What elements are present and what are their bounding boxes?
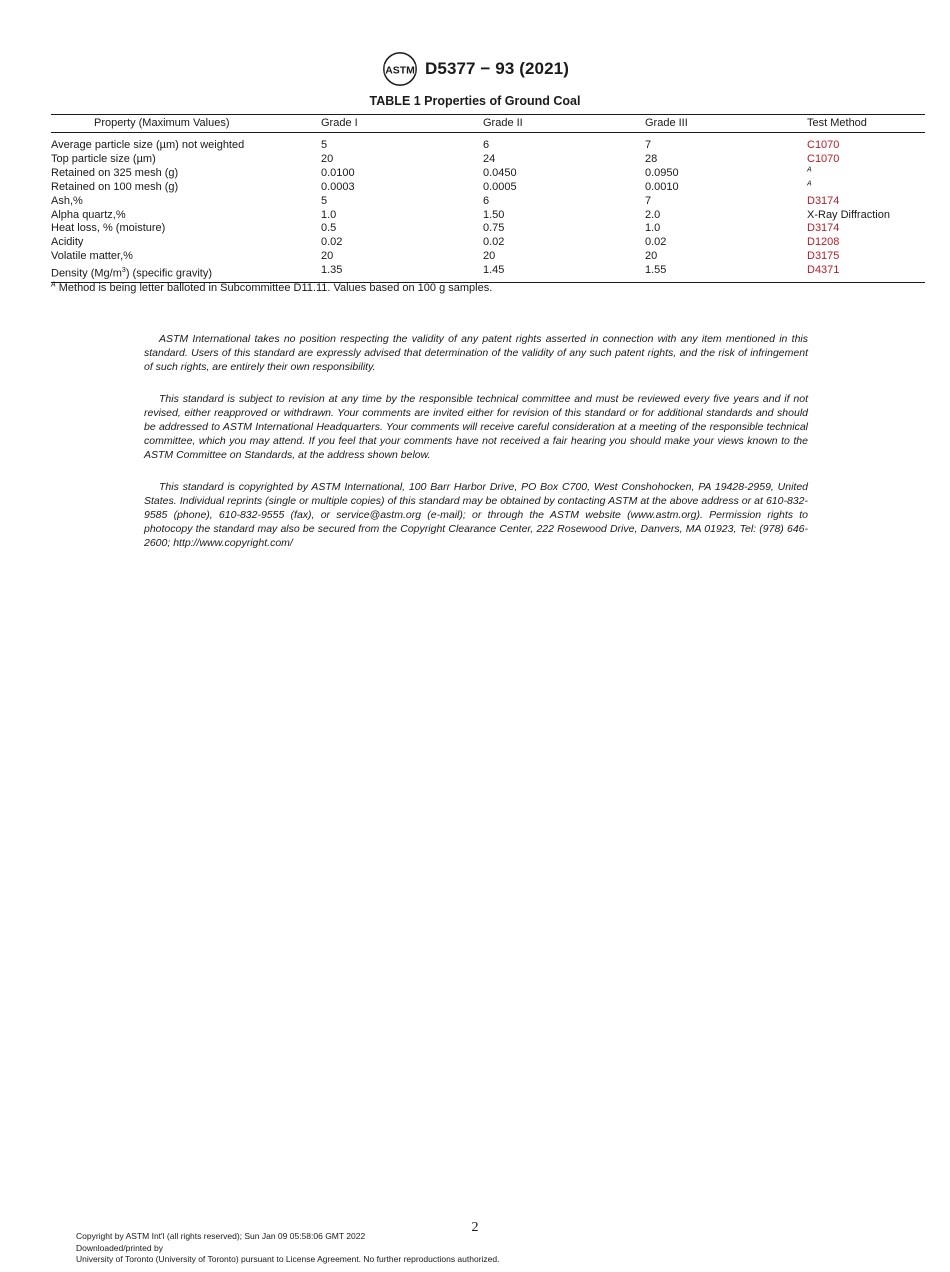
download-footer <box>76 1231 500 1266</box>
grade-2-cell: 0.0450 <box>483 166 517 179</box>
test-method-cell <box>807 133 925 153</box>
table-row <box>51 250 925 264</box>
property-cell: Ash,% <box>51 194 83 207</box>
grade-3-cell: 0.02 <box>645 236 667 249</box>
grade-3-cell: 1.0 <box>645 222 661 235</box>
column-header-property: Property (Maximum Values) <box>51 115 321 133</box>
property-cell: Density $(Mg/m^3)$ (specific gravity) <box>51 264 321 282</box>
grade-3-cell: 2.0 <box>645 208 661 221</box>
footnote-text: Method is being letter balloted in Subcommittee D11.11. Values based on 100 g samples. <box>55 282 493 294</box>
test-method-link[interactable]: C1070 <box>807 152 840 165</box>
document-header <box>0 50 950 88</box>
property-cell: Alpha quartz,% <box>51 208 126 221</box>
table-row <box>51 209 925 223</box>
patent-notice: ASTM International takes no position respecting the validity of any patent rights asserted in connection with any item mentioned in this standard. Users of this standard are expressly advised that determination of the validity of any such patent rights, and the risk of infringement of such rights, are entirely their own responsibility. <box>144 333 808 373</box>
test-method-cell <box>807 167 925 181</box>
grade-1-cell: 1.35 <box>321 264 483 282</box>
table-row <box>51 153 925 167</box>
grade-2-cell: 0.75 <box>483 222 505 235</box>
table-title: TABLE 1 Properties of Ground Coal <box>369 94 581 108</box>
table-header-row <box>51 115 925 133</box>
column-header-grade-3: Grade III <box>645 115 807 133</box>
notices-section <box>144 333 808 569</box>
grade-2-cell: 1.45 <box>483 264 645 282</box>
table-row <box>51 167 925 181</box>
test-method-link[interactable]: D3174 <box>807 194 840 207</box>
table-row <box>51 133 925 153</box>
test-method-cell <box>807 250 925 264</box>
table-row <box>51 195 925 209</box>
grade-1-cell: 20 <box>321 250 334 263</box>
grade-2-cell: 0.0005 <box>483 180 517 193</box>
grade-3-cell: 0.0950 <box>645 166 679 179</box>
table-row <box>51 222 925 236</box>
column-header-grade-1: Grade I <box>321 115 483 133</box>
grade-1-cell: 20 <box>321 152 334 165</box>
property-cell: Retained on 325 mesh (g) <box>51 166 179 179</box>
footnote-reference: A <box>807 180 812 188</box>
properties-table <box>51 114 925 283</box>
property-cell: Volatile matter,% <box>51 250 133 263</box>
grade-3-cell: 1.55 <box>645 264 807 282</box>
grade-2-cell: 24 <box>483 152 496 165</box>
table-body <box>51 133 925 283</box>
grade-2-cell: 1.50 <box>483 208 505 221</box>
copyright-notice: This standard is copyrighted by ASTM International, 100 Barr Harbor Drive, PO Box C700, West Conshohocken, PA 19428-2959, United States. Individual reprints (single or multiple copies) of this standard may be obtained by contacting ASTM at the above address or at 610-832-9585 (phone), 610-832-9555 (fax), or service@astm.org (e-mail); or through the ASTM website (www.astm.org). Permission rights to photocopy the standard may also be secured from the Copyright Clearance Center, 222 Rosewood Drive, Danvers, MA 01923, Tel: (978) 646-2600; http://www.copyright.com/ <box>144 481 808 549</box>
grade-1-cell: 0.5 <box>321 222 337 235</box>
test-method-link[interactable]: D4371 <box>807 264 840 277</box>
grade-1-cell: 5 <box>321 194 328 207</box>
property-cell: Retained on 100 mesh (g) <box>51 180 179 193</box>
grade-2-cell: 20 <box>483 250 496 263</box>
grade-3-cell: 7 <box>645 139 652 151</box>
test-method-cell <box>807 195 925 209</box>
grade-1-cell: 0.02 <box>321 236 343 249</box>
table-row <box>51 264 925 282</box>
column-header-test-method: Test Method <box>807 115 925 133</box>
table-row <box>51 181 925 195</box>
grade-3-cell: 28 <box>645 152 658 165</box>
grade-1-cell: 0.0003 <box>321 180 355 193</box>
test-method-link[interactable]: D1208 <box>807 236 840 249</box>
test-method-cell <box>807 236 925 250</box>
table-footnote <box>51 282 492 294</box>
test-method-cell <box>807 181 925 195</box>
page-number: 2 <box>471 1220 479 1235</box>
document-id: D5377 − 93 (2021) <box>425 59 569 78</box>
grade-2-cell: 6 <box>483 139 490 151</box>
property-cell: Acidity <box>51 236 84 249</box>
grade-1-cell: 5 <box>321 139 328 151</box>
footer-line-license: University of Toronto (University of Toronto) pursuant to License Agreement. No further reproductions authorized. <box>76 1254 500 1264</box>
grade-2-cell: 0.02 <box>483 236 505 249</box>
footer-line-downloaded: Downloaded/printed by <box>76 1242 163 1253</box>
grade-1-cell: 1.0 <box>321 208 337 221</box>
property-cell: Top particle size (µm) <box>51 152 156 165</box>
logo-text: ASTM <box>385 65 415 77</box>
grade-3-cell: 7 <box>645 194 652 207</box>
property-cell: Heat loss, % (moisture) <box>51 222 166 235</box>
astm-logo-icon <box>381 50 419 88</box>
test-method-cell <box>807 264 925 282</box>
test-method-link[interactable]: D3174 <box>807 222 840 235</box>
column-header-grade-2: Grade II <box>483 115 645 133</box>
footnote-mark: A <box>51 281 56 289</box>
grade-2-cell: 6 <box>483 194 490 207</box>
footnote-reference: A <box>807 166 812 174</box>
test-method-cell <box>807 222 925 236</box>
test-method-cell: X-Ray Diffraction <box>807 208 890 221</box>
table-row <box>51 236 925 250</box>
grade-3-cell: 0.0010 <box>645 180 679 193</box>
revision-notice: This standard is subject to revision at any time by the responsible technical committee and must be reviewed every five years and if not revised, either reapproved or withdrawn. Your comments are invited either for revision of this standard or for additional standards and should be addressed to ASTM International Headquarters. Your comments will receive careful consideration at a meeting of the responsible technical committee, which you may attend. If you feel that your comments have not received a fair hearing you should make your views known to the ASTM Committee on Standards, at the address shown below. <box>144 393 808 461</box>
test-method-link[interactable]: C1070 <box>807 139 840 151</box>
test-method-cell <box>807 153 925 167</box>
grade-3-cell: 20 <box>645 250 658 263</box>
footer-line-copyright: Copyright by ASTM Int'l (all rights reserved); Sun Jan 09 05:58:06 GMT 2022 <box>76 1231 366 1241</box>
test-method-link[interactable]: D3175 <box>807 250 840 263</box>
property-cell: Average particle size (µm) not weighted <box>51 139 245 151</box>
grade-1-cell: 0.0100 <box>321 166 355 179</box>
